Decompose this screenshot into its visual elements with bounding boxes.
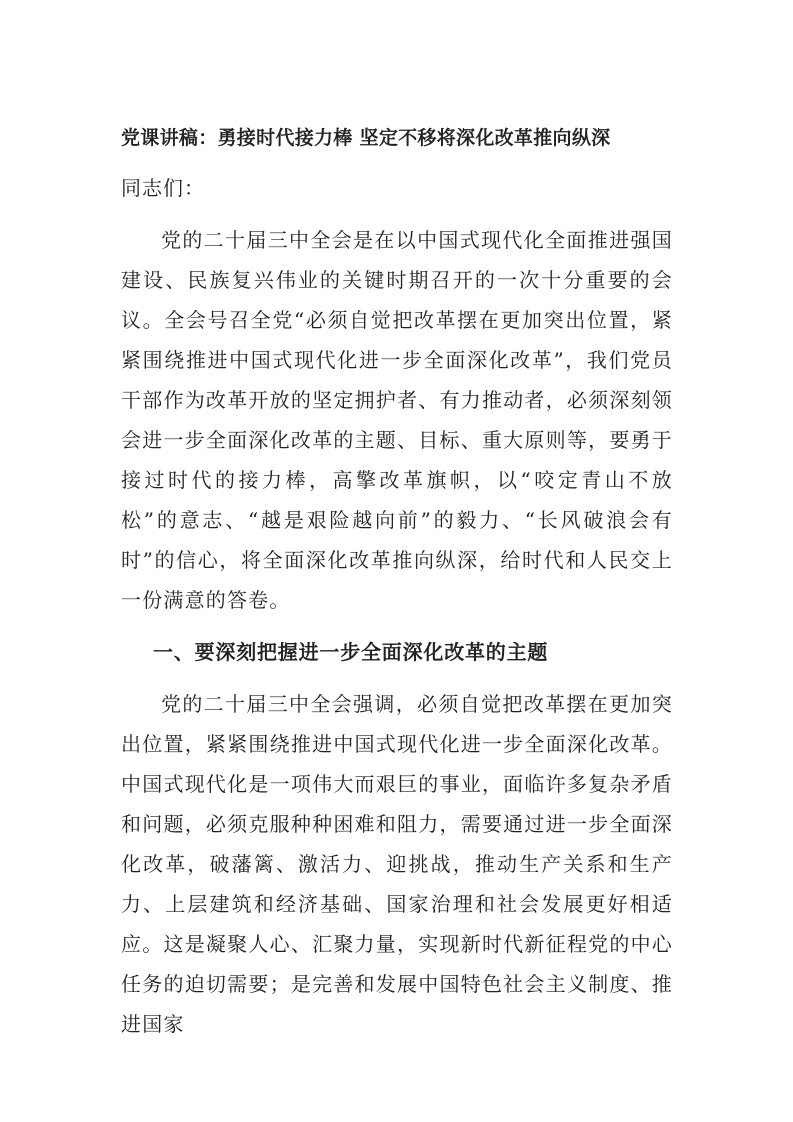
document-body: [121, 120, 673, 1044]
section-heading: 一、要深刻把握进一步全面深化改革的主题: [153, 640, 549, 664]
intro-paragraph: 党的二十届三中全会是在以中国式现代化全面推进强国建设、民族复兴伟业的关键时期召开的一次十分重要的会议。全会号召全党“必须自觉把改革摆在更加突出位置，紧紧围绕推进中国式现代化进一步全面深化改革”，我们党员干部作为改革开放的坚定拥护者、有力推动者，必须深刻领会进一步全面深化改革的主题、目标、重大原则等，要勇于接过时代的接力棒，高擎改革旗帜，以“咬定青山不放松”的意志、“越是艰险越向前”的毅力、“长风破浪会有时”的信心，将全面深化改革推向纵深，给时代和人民交上一份满意的答卷。: [121, 228, 673, 612]
document-title: 党课讲稿：勇接时代接力棒 坚定不移将深化改革推向纵深: [121, 127, 611, 149]
section-paragraph: 党的二十届三中全会强调，必须自觉把改革摆在更加突出位置，紧紧围绕推进中国式现代化进一步全面深化改革。中国式现代化是一项伟大而艰巨的事业，面临许多复杂矛盾和问题，必须克服种种困难和阻力，需要通过进一步全面深化改革，破藩篱、激活力、迎挑战，推动生产关系和生产力、上层建筑和经济基础、国家治理和社会发展更好相适应。这是凝聚人心、汇聚力量，实现新时代新征程党的中心任务的迫切需要；是完善和发展中国特色社会主义制度、推进国家: [121, 692, 673, 1036]
salutation: 同志们：: [121, 176, 205, 200]
